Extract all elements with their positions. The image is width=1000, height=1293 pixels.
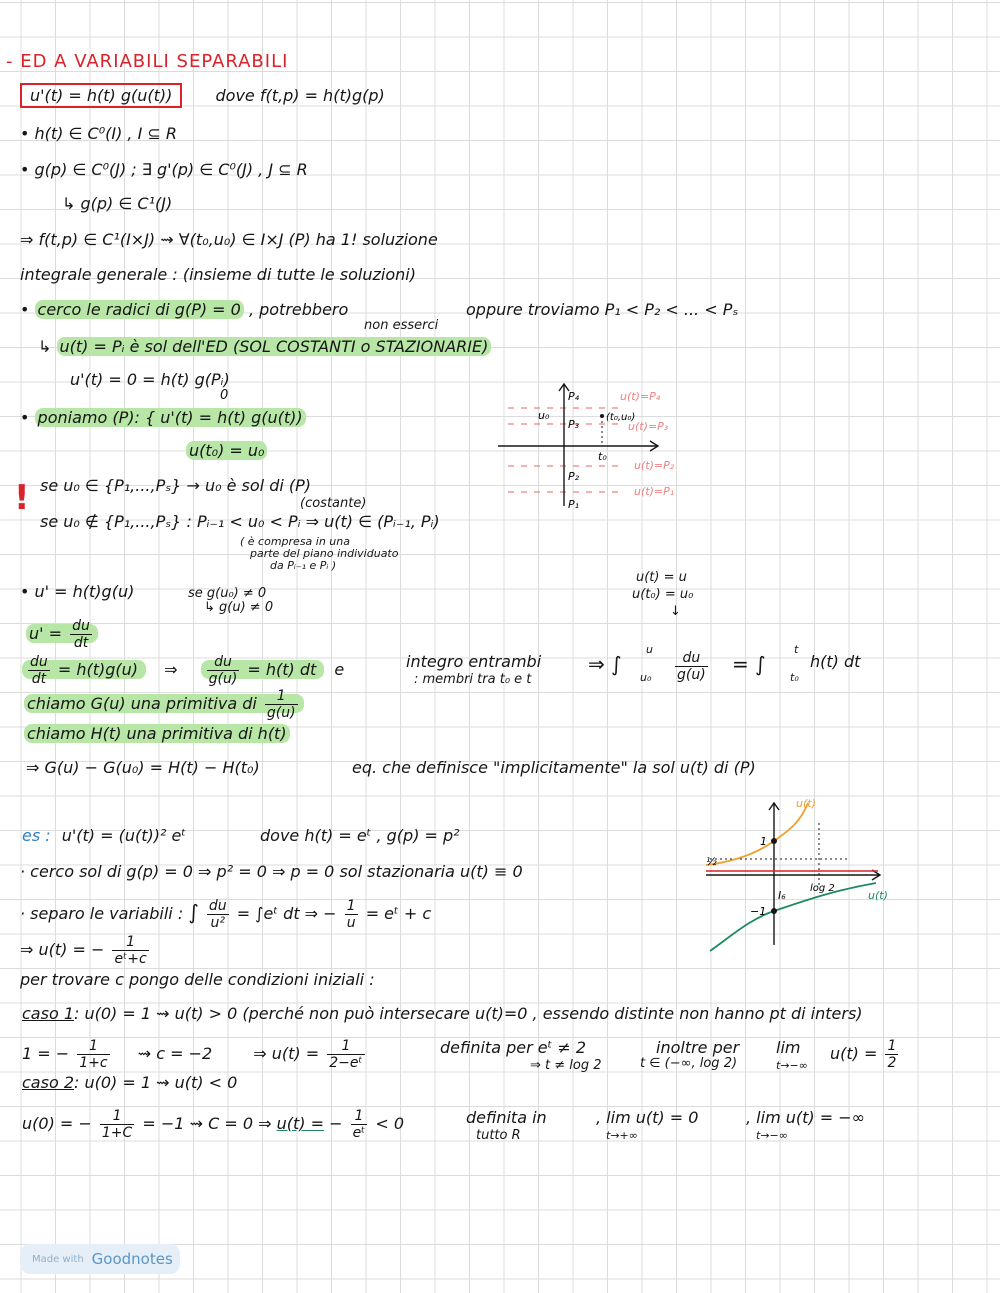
warning-icon: ! [14,478,30,518]
case2-solve [22,1108,404,1141]
derivative-lhs: u' = [29,624,63,643]
cauchy-problem [20,408,306,428]
one-text: 1 [351,1108,368,1125]
p2-label: P₂ [568,470,580,483]
case1-text: : u(0) = 1 ⇝ u(t) > 0 (perché non può intersecare u(t)=0 , essendo distinte non hanno pt di inters) [74,1004,863,1023]
separated-rhs: = h(t) dt [247,660,317,679]
line-p1-label: u(t)=P₁ [634,485,675,498]
t0-label: t₀ [598,450,607,463]
page-title: - ED A VARIABILI SEPARABILI [6,51,289,72]
du-text: du [208,898,227,914]
case1-solution-fraction [327,1038,364,1071]
example-line [22,826,186,846]
implicit-solution: ⇒ G(u) − G(u₀) = H(t) − H(t₀) [26,758,260,777]
case1-solve [22,1038,368,1071]
roots-could: , potrebbero [248,300,349,319]
integrand-left [672,650,711,683]
case1-line [22,1004,863,1024]
case1-lim-sub: t→−∞ [776,1059,808,1072]
one-text: 1 [346,898,356,914]
case-note-2: parte del piano individuato [250,547,399,560]
lower-limit-t0: t₀ [790,671,799,684]
case1-limit-value [830,1038,901,1071]
integral-sign: ∫ [188,900,199,924]
one-over-u-fraction [345,898,358,931]
case1-interval: t ∈ (−∞, log 2) [640,1056,738,1071]
goodnotes-logo: Goodnotes [91,1250,173,1268]
du-u2-fraction [207,898,229,931]
separation-condition: se g(u₀) ≠ 0 [188,586,267,601]
implies: ⇒ [164,660,178,679]
point-label: (t₀,u₀) [606,412,636,423]
case2-limit-minus-sub: t→−∞ [756,1129,788,1142]
roots-ordered: oppure troviamo P₁ < P₂ < ... < Pₛ [466,300,739,319]
derivative-leibniz [26,618,98,651]
et-text: eᵗ [352,1125,366,1141]
case2-c-value: = −1 ⇝ C = 0 ⇒ [142,1114,272,1133]
case-constant: (costante) [300,496,367,511]
du-dt-fraction-2 [28,654,50,687]
substitution-1: u(t) = u [636,570,687,585]
et-c-text: eᵗ+c [114,951,147,967]
derivative-highlight [26,618,98,651]
one-text: 1 [327,1038,364,1055]
one-text: 1 [887,1038,897,1054]
primitive-g-highlight [24,688,304,721]
one-text: 1 [77,1038,109,1055]
p1-label: P₁ [568,498,580,511]
substitution-arrow: ↓ [670,604,681,619]
general-solution-text: ⇒ u(t) = − [20,940,105,959]
made-with-text: Made with [32,1253,84,1265]
one-plus-c-text: 1+C [101,1125,133,1141]
existence-uniqueness: ⇒ f(t,p) ∈ C¹(I×J) ⇝ ∀(t₀,u₀) ∈ I×J (P) ha 1! soluzione [20,230,438,249]
line-p4-label: u(t)=P₄ [620,390,661,403]
goodnotes-badge [20,1244,180,1274]
integrand-fraction [675,650,708,683]
roots-line [20,300,348,320]
primitive-h [24,724,290,744]
green-curve-label: u(t) [868,889,888,902]
du-text: du [207,654,240,671]
line-p2-label: u(t)=P₂ [634,459,675,472]
stationary-zero: 0 [220,388,229,403]
dt-text: dt [73,635,89,651]
bullet: • [20,300,30,319]
gu-text: g(u) [677,667,706,683]
case1-solution: ⇒ u(t) = [253,1044,320,1063]
separate-middle: = ∫eᵗ dt ⇒ − [236,904,337,923]
example-separate [20,898,431,931]
separated-highlight [201,654,325,687]
orange-curve-label: u(t) [796,797,816,810]
lower-limit-u0: u₀ [640,671,652,684]
case2-solution-fraction [351,1108,368,1141]
integrand-right: h(t) dt [810,652,861,671]
du-text: du [30,654,48,670]
case1-label: caso 1 [22,1004,74,1023]
case2-domain-2: tutto R [476,1128,521,1143]
example-initial-conditions: per trovare c pongo delle condizioni iniziali : [20,970,375,989]
interval-label: I₆ [778,889,786,902]
case2-line [22,1073,237,1093]
p3-label: P₃ [568,418,580,431]
tick-one: 1 [760,835,767,848]
u2-text: u² [210,915,225,931]
separate-text: · separo le variabili : [20,904,184,923]
roots-highlight: cerco le radici di g(P) = 0 [35,300,244,319]
case1-domain-2: ⇒ t ≠ log 2 [530,1058,602,1073]
tick-half: ½ [706,855,717,868]
boxed-equation: u'(t) = h(t) g(u(t)) [20,83,182,108]
constant-solutions-highlight: u(t) = Pᵢ è sol dell'ED (SOL COSTANTI o STAZIONARIE) [57,337,492,356]
stationary-solutions-graph [498,378,708,513]
u-text: u [346,915,356,931]
case2-limit-plus: , lim u(t) = 0 [596,1108,699,1127]
integrate-text: integro entrambi [406,652,542,671]
separation-condition-2: ↳ g(u) ≠ 0 [204,600,274,615]
du-text: du [72,618,90,634]
integrate-limits-text: : membri tra t₀ e t [414,672,532,687]
separate-result: = eᵗ + c [365,904,432,923]
point-minus-one [771,908,777,914]
case2-label: caso 2 [22,1073,74,1092]
example-where: dove h(t) = eᵗ , g(p) = p² [260,826,460,845]
one-over-g-fraction [265,688,298,721]
cauchy-initial-highlight: u(t₀) = u₀ [186,441,267,460]
example-equation: u'(t) = (u(t))² eᵗ [61,826,187,845]
constant-solutions [38,337,491,357]
integral-equation [588,654,622,674]
case2-domain: definita in [466,1108,547,1127]
example-label: es : [22,826,51,845]
primitive-g [24,688,304,721]
point-one [771,838,777,844]
case1-lhs: 1 = − [22,1044,70,1063]
definition-where: dove f(t,p) = h(t)g(p) [215,86,385,105]
one-text: 1 [112,934,148,951]
one-text: 1 [100,1108,134,1125]
gu-text: g(u) [208,671,238,687]
primitive-g-text: chiamo G(u) una primitiva di [27,694,257,713]
implicit-solution-note: eq. che definisce "implicitamente" la sol u(t) di (P) [352,758,756,777]
log2-label: log 2 [810,883,835,894]
case-not-in-roots: se u₀ ∉ {P₁,...,Pₛ} : Pᵢ₋₁ < u₀ < Pᵢ ⇒ u(t) ∈ (Pᵢ₋₁, Pᵢ) [40,512,440,531]
case2-lhs: u(0) = − [22,1114,92,1133]
integral-sign-left: ⇒ ∫ [588,652,622,676]
hypothesis-h: • h(t) ∈ C⁰(I) , I ⊆ R [20,124,177,143]
case-note-1: ( è compresa in una [240,535,350,548]
case2-limit-plus-sub: t→+∞ [606,1129,638,1142]
line-p3-label: u(t)=P₃ [628,420,669,433]
minus-sign: − [329,1114,343,1133]
case2-fraction [100,1108,134,1141]
case2-text: : u(0) = 1 ⇝ u(t) < 0 [74,1073,238,1092]
example-general-solution [20,934,152,967]
case2-limit-minus: , lim u(t) = −∞ [746,1108,865,1127]
du-dt-fraction [70,618,92,651]
hypothesis-g: • g(p) ∈ C⁰(J) ; ∃ g'(p) ∈ C⁰(J) , J ⊆ R [20,160,308,179]
separation-step-highlight [22,654,146,687]
general-integral: integrale generale : (insieme di tutte le soluzioni) [20,265,416,284]
case1-moreover: inoltre per [656,1038,740,1057]
one-text: 1 [265,688,298,705]
one-plus-c-text: 1+c [79,1055,108,1071]
example-solutions-graph [700,795,905,960]
case2-solution: u(t) = [276,1114,324,1133]
green-solution-curve [710,883,876,951]
hypothesis-g-c1: ↳ g(p) ∈ C¹(J) [62,194,173,213]
primitive-h-highlight: chiamo H(t) una primitiva di h(t) [24,724,290,743]
case-note-3: da Pᵢ₋₁ e Pᵢ ) [270,559,337,572]
roots-none: non esserci [364,318,439,333]
case1-lim: lim [776,1038,801,1057]
case-in-roots: se u₀ ∈ {P₁,...,Pₛ} → u₀ è sol di (P) [40,476,312,495]
p4-label: P₄ [568,390,580,403]
separation-rhs: = h(t)g(u) [57,660,139,679]
u0-label: u₀ [538,409,550,422]
case1-limit-text: u(t) = [830,1044,878,1063]
example-stationary: · cerco sol di g(p) = 0 ⇒ p² = 0 ⇒ p = 0 sol stazionaria u(t) ≡ 0 [20,862,523,881]
two-text: 2 [887,1055,897,1071]
general-solution-fraction [112,934,148,967]
gu-text: g(u) [266,705,296,721]
and-text: e [334,660,345,679]
two-minus-et-text: 2−eᵗ [329,1055,363,1071]
du-gu-fraction [207,654,240,687]
cauchy-highlight: poniamo (P): { u'(t) = h(t) g(u(t)) [35,408,306,427]
stationary-check: u'(t) = 0 = h(t) g(Pᵢ) [70,370,230,389]
separation-equation: • u' = h(t)g(u) [20,582,135,601]
orange-solution-curve [706,803,808,865]
case2-negative: < 0 [375,1114,405,1133]
half-fraction [885,1038,898,1071]
du-text: du [675,650,708,667]
substitution-2: u(t₀) = u₀ [632,587,694,602]
bullet: • [20,408,30,427]
upper-limit-t: t [794,643,799,656]
integral-sign-right: = ∫ [732,652,766,676]
upper-limit-u: u [646,643,653,656]
dt-text: dt [31,671,47,687]
definition-line [20,86,385,106]
separation-steps [22,654,344,687]
cauchy-initial [186,441,267,461]
arrow-icon: ↳ [38,337,52,356]
case1-fraction [77,1038,109,1071]
case1-domain: definita per eᵗ ≠ 2 [440,1038,587,1057]
tick-minus-one: −1 [750,905,767,918]
case1-c-value: ⇝ c = −2 [137,1044,213,1063]
